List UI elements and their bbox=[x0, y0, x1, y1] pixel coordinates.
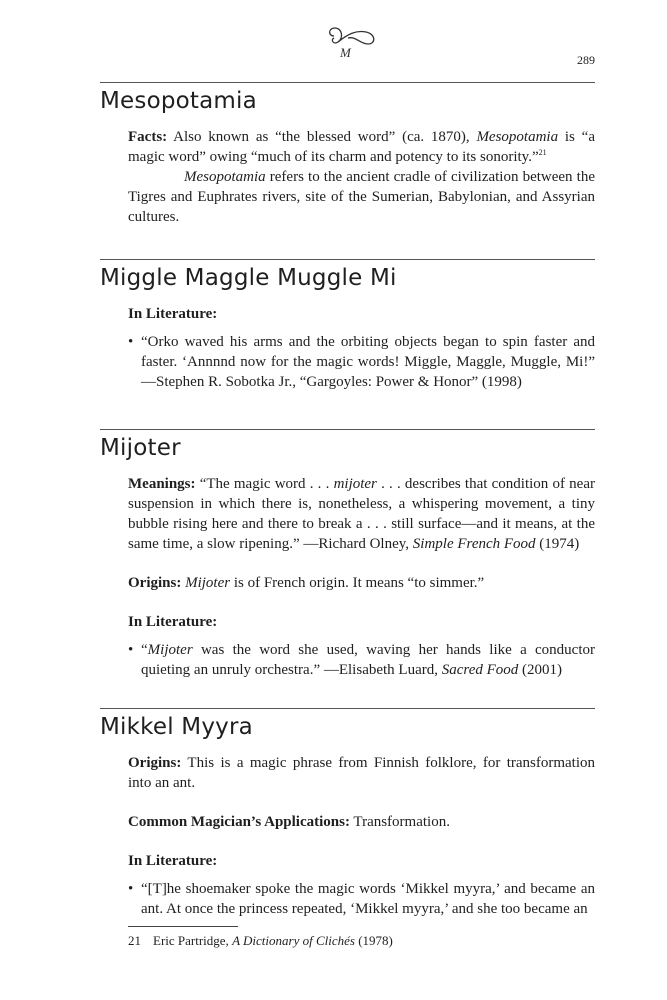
section-divider bbox=[100, 259, 595, 260]
origins-paragraph: Origins: This is a magic phrase from Finnish folklore, for transformation into an ant. bbox=[128, 755, 595, 791]
facts-label: Facts: bbox=[128, 129, 168, 145]
meanings-label: Meanings: bbox=[128, 476, 196, 492]
entry-title: Mesopotamia bbox=[100, 88, 257, 114]
applications-label: Common Magician’s Applications: bbox=[128, 814, 350, 830]
footnote-number: 21 bbox=[128, 933, 141, 948]
ornament-letter: M bbox=[340, 45, 351, 60]
entry-mesopotamia bbox=[100, 82, 595, 227]
literature-quote: • “[T]he shoemaker spoke the magic words ‘Mikkel myyra,’ and became an ant. At once the princess repeated, ‘Mikkel myyra,’ and she too became an bbox=[128, 881, 595, 917]
origins-label: Origins: bbox=[128, 575, 182, 591]
m-swirl-ornament-icon bbox=[322, 26, 382, 60]
section-divider bbox=[100, 429, 595, 430]
bullet-icon: • bbox=[128, 881, 134, 897]
literature-label: In Literature: bbox=[128, 306, 218, 322]
section-divider bbox=[100, 82, 595, 83]
section-divider bbox=[100, 708, 595, 709]
literature-quote: • “Mijoter was the word she used, waving her hands like a conductor quieting an unruly orchestra.” —Elisabeth Luard, Sacred Food (2001) bbox=[128, 642, 595, 678]
footnote-marker: 21 bbox=[538, 148, 547, 157]
page-number: 289 bbox=[577, 53, 595, 67]
origins-paragraph: Origins: Mijoter is of French origin. It means “to simmer.” bbox=[128, 575, 485, 591]
origins-label: Origins: bbox=[128, 755, 182, 771]
applications-paragraph: Common Magician’s Applications: Transformation. bbox=[128, 814, 450, 830]
facts-paragraph: Facts: Also known as “the blessed word” (ca. 1870), Mesopotamia is “a magic word” owing “much of its charm and potency to its sonority.”$^{21}$ bbox=[128, 129, 595, 165]
literature-quote: • “Orko waved his arms and the orbiting objects began to spin faster and faster. ‘Annnnd now for the magic words! Miggle, Maggle, Muggle, Mi!” —Stephen R. Sobotka Jr., “Gargoyles: Power & Honor” (1998) bbox=[128, 334, 595, 390]
literature-label: In Literature: bbox=[128, 853, 218, 869]
bullet-icon: • bbox=[128, 334, 134, 350]
bullet-icon: • bbox=[128, 642, 134, 658]
meanings-paragraph: Meanings: “The magic word . . . mijoter . . . describes that condition of near suspension in which there is, nonetheless, a whispering movement, a tiny bubble rising here and there to break a . . . still surface—and it means, at the same time, a slow ripening.” —Richard Olney, Simple French Food (1974) bbox=[128, 476, 595, 552]
entry-miggle-maggle bbox=[100, 259, 595, 392]
entry-title: Miggle Maggle Muggle Mi bbox=[100, 265, 397, 291]
entry-title: Mijoter bbox=[100, 435, 181, 461]
entry-mikkel-myyra bbox=[100, 708, 595, 919]
footnote: 21 Eric Partridge, A Dictionary of Clichés (1978) bbox=[128, 933, 393, 948]
literature-label: In Literature: bbox=[128, 614, 218, 630]
body-paragraph: Mesopotamia refers to the ancient cradle of civilization between the Tigres and Euphrates rivers, site of the Sumerian, Babylonian, and Assyrian cultures. bbox=[128, 169, 595, 225]
entry-title: Mikkel Myyra bbox=[100, 714, 253, 740]
footnote-divider bbox=[128, 926, 238, 927]
entry-mijoter bbox=[100, 429, 595, 680]
